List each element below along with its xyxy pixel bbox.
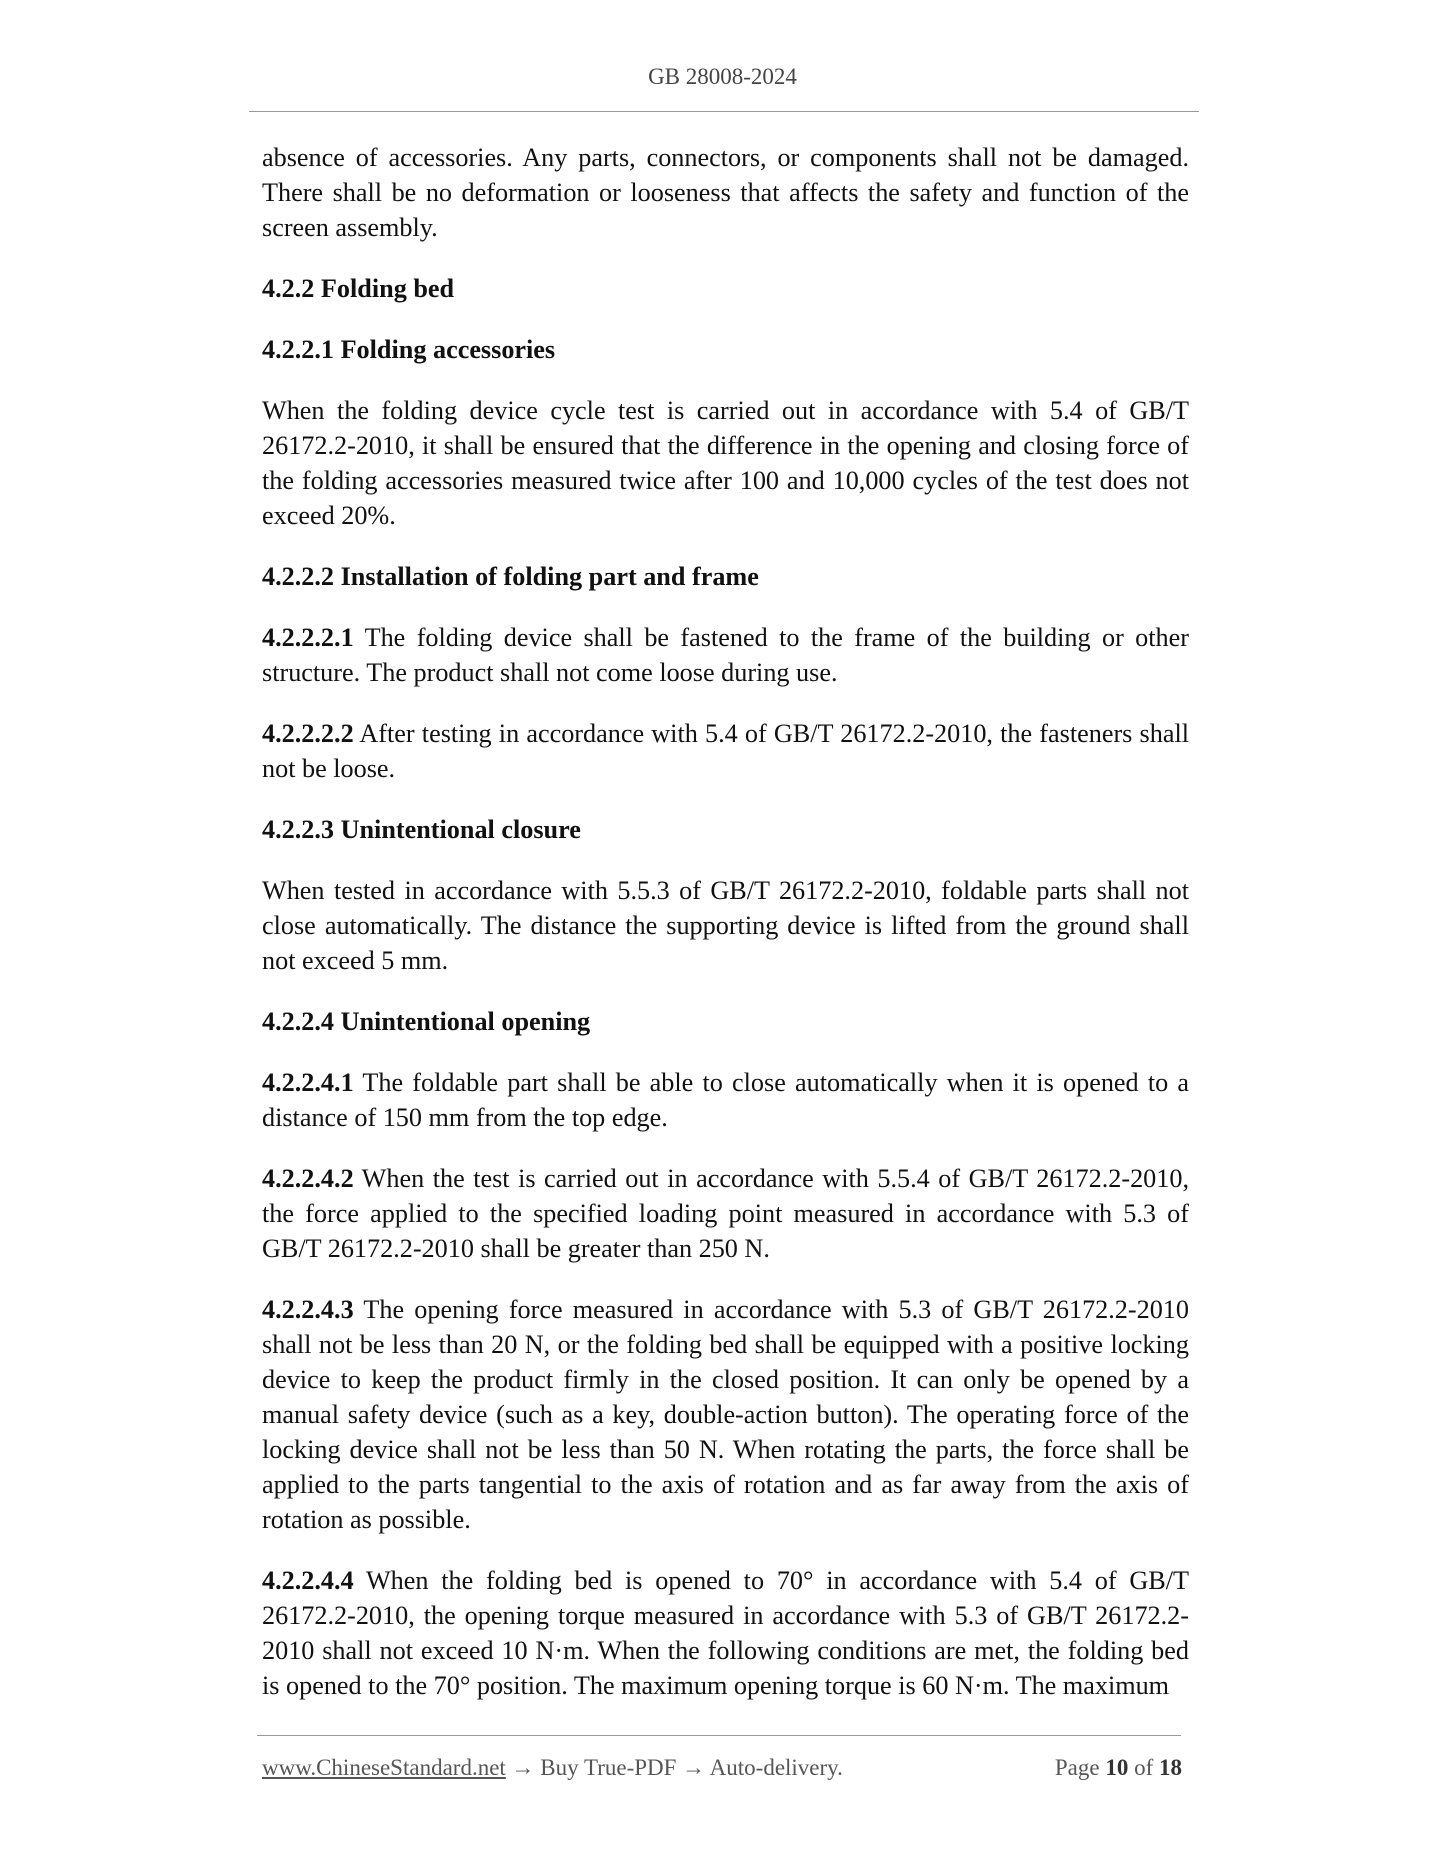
clause-text: The opening force measured in accordance with 5.3 of GB/T 26172.2-2010 shall not be less than 20 N, or the folding bed shall be equipped with a positive locking device to keep the product firmly in the closed position. It can only be opened by a manual safety device (such as a key, double-action button). The operating force of the locking device shall not be less than 50 N. When rotating the parts, the force shall be applied to the parts tangential to the axis of rotation and as far away from the axis of rotation as possible. [262,1295,1189,1534]
page-label: Page [1054,1755,1100,1780]
clause-text: The folding device shall be fastened to the frame of the building or other structure. The product shall not come loose during use. [262,623,1189,687]
page-total: 18 [1159,1755,1182,1780]
section-heading-4-2-2-1: 4.2.2.1 Folding accessories [262,335,556,364]
clause-4-2-2-4-3 [262,1292,1189,1537]
clause-4-2-2-4-4 [262,1563,1189,1703]
clause-number: 4.2.2.2.2 [262,719,354,748]
page-header-title: GB 28008-2024 [648,64,797,89]
section-heading-4-2-2-3: 4.2.2.3 Unintentional closure [262,815,581,844]
footer-divider [257,1735,1181,1736]
clause-4-2-2-4-1 [262,1065,1189,1135]
section-heading-4-2-2-4: 4.2.2.4 Unintentional opening [262,1007,591,1036]
clause-4-2-2-2-1 [262,620,1189,690]
clause-text: When the test is carried out in accordance with 5.5.4 of GB/T 26172.2-2010, the force applied to the specified loading point measured in accordance with 5.3 of GB/T 26172.2-2010 shall be greater than 250 N. [262,1164,1189,1263]
section-heading-4-2-2-2: 4.2.2.2 Installation of folding part and frame [262,562,759,591]
page-number [1055,1753,1182,1783]
clause-text: After testing in accordance with 5.4 of GB/T 26172.2-2010, the fasteners shall not be loose. [262,719,1189,783]
document-body [262,140,1189,1729]
clause-4-2-2-4-2 [262,1161,1189,1266]
footer-promo-text: → Buy True-PDF → Auto-delivery. [505,1755,843,1780]
clause-number: 4.2.2.4.1 [262,1068,354,1097]
paragraph-4-2-2-1: When the folding device cycle test is carried out in accordance with 5.4 of GB/T 26172.2-2010, it shall be ensured that the difference in the opening and closing force of the folding accessories measured twice after 100 and 10,000 cycles of the test does not exceed 20%. [262,396,1189,530]
header-divider [249,111,1199,112]
page-current: 10 [1105,1755,1129,1780]
clause-text: When the folding bed is opened to 70° in accordance with 5.4 of GB/T 26172.2-2010, the opening torque measured in accordance with 5.3 of GB/T 26172.2-2010 shall not exceed 10 N·m. When the following conditions are met, the folding bed is opened to the 70° position. The maximum opening torque is 60 N·m. The maximum [262,1566,1189,1700]
intro-paragraph: absence of accessories. Any parts, connectors, or components shall not be damaged. There shall be no deformation or looseness that affects the safety and function of the screen assembly. [262,143,1189,242]
clause-number: 4.2.2.4.4 [262,1566,354,1595]
section-heading-4-2-2: 4.2.2 Folding bed [262,274,455,303]
footer-promo [262,1753,843,1783]
clause-4-2-2-2-2 [262,716,1189,786]
clause-number: 4.2.2.4.2 [262,1164,354,1193]
clause-number: 4.2.2.2.1 [262,623,354,652]
clause-text: The foldable part shall be able to close automatically when it is opened to a distance of 150 mm from the top edge. [262,1068,1189,1132]
website-link[interactable]: www.ChineseStandard.net [262,1755,506,1780]
paragraph-4-2-2-3: When tested in accordance with 5.5.3 of GB/T 26172.2-2010, foldable parts shall not close automatically. The distance the supporting device is lifted from the ground shall not exceed 5 mm. [262,876,1189,975]
clause-number: 4.2.2.4.3 [262,1295,354,1324]
page-of-label: of [1134,1755,1154,1780]
